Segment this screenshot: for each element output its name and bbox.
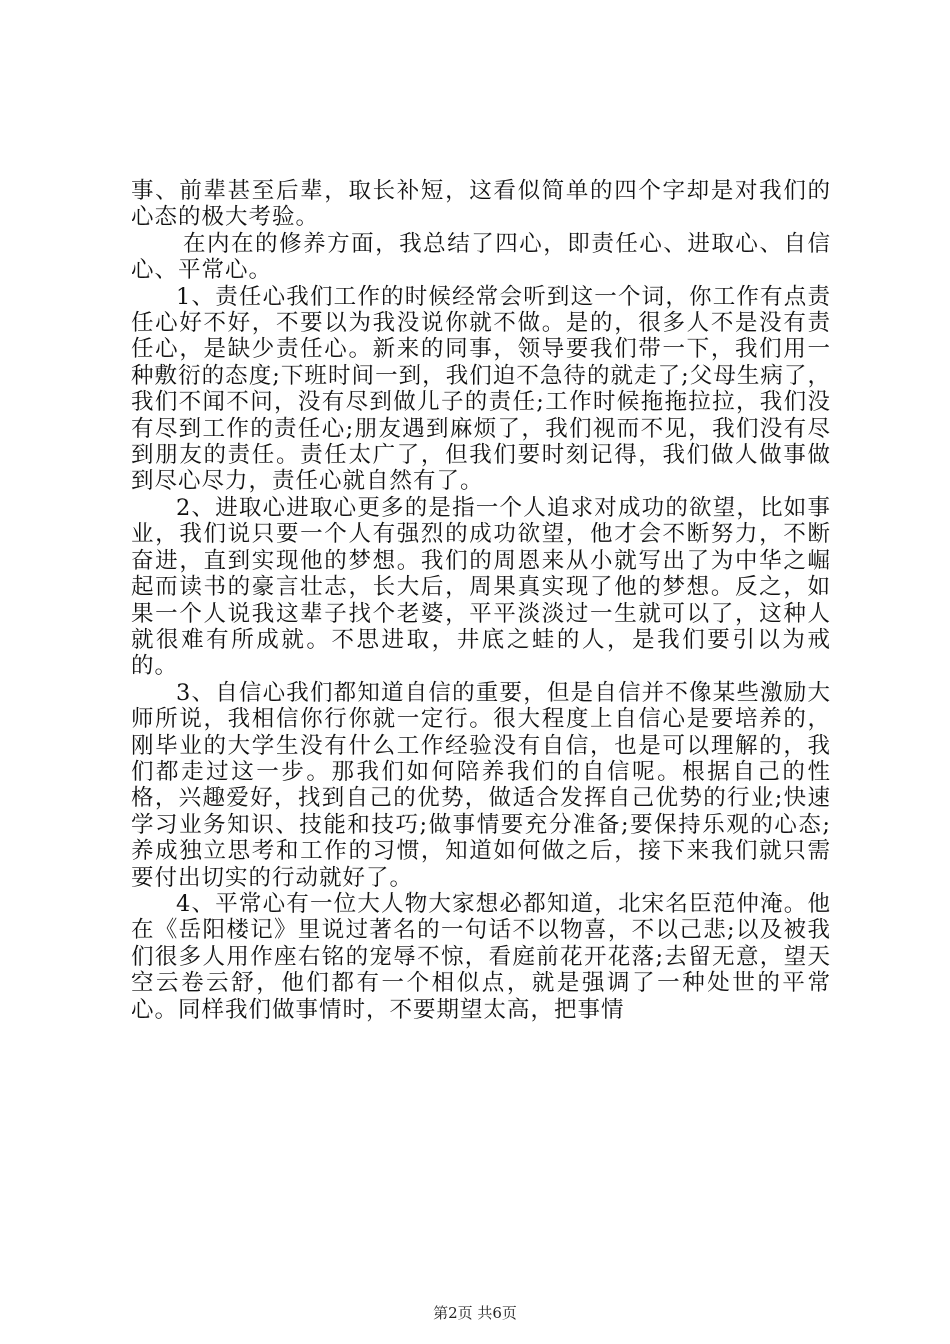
paragraph-equanimity: 4、平常心有一位大人物大家想必都知道，北宋名臣范仲淹。他在《岳阳楼记》里说过著名的一句话不以物喜，不以己悲;以及被我们很多人用作座右铭的宠辱不惊，看庭前花开花落;去留无意，望天空云卷云舒，他们都有一个相似点，就是强调了一种处世的平常心。同样我们做事情时，不要期望太高，把事情: [131, 890, 831, 1023]
paragraph-four-hearts-intro: 在内在的修养方面，我总结了四心，即责任心、进取心、自信心、平常心。: [131, 230, 831, 284]
paragraph-confidence: 3、自信心我们都知道自信的重要，但是自信并不像某些激励大师所说，我相信你行你就一定行。很大程度上自信心是要培养的，刚毕业的大学生没有什么工作经验没有自信，也是可以理解的，我们都走过这一步。那我们如何陪养我们的自信呢。根据自己的性格，兴趣爱好，找到自己的优势，做适合发挥自己优势的行业;快速学习业务知识、技能和技巧;做事情要充分准备;要保持乐观的心态;养成独立思考和工作的习惯，知道如何做之后，接下来我们就只需要付出切实的行动就好了。: [131, 679, 831, 891]
page-footer: 第2页 共6页: [433, 1304, 517, 1322]
paragraph-enterprise: 2、进取心进取心更多的是指一个人追求对成功的欲望，比如事业，我们说只要一个人有强烈的成功欲望，他才会不断努力，不断奋进，直到实现他的梦想。我们的周恩来从小就写出了为中华之崛起而读书的豪言壮志，长大后，周果真实现了他的梦想。反之，如果一个人说我这辈子找个老婆，平平淡淡过一生就可以了，这种人就很难有所成就。不思进取，井底之蛙的人，是我们要引以为戒的。: [131, 494, 831, 680]
paragraph-continuation: 事、前辈甚至后辈，取长补短，这看似简单的四个字却是对我们的心态的极大考验。: [131, 178, 831, 231]
paragraph-responsibility: 1、责任心我们工作的时候经常会听到这一个词，你工作有点责任心好不好，不要以为我没说你就不做。是的，很多人不是没有责任心，是缺少责任心。新来的同事，领导要我们带一下，我们用一种敷衍的态度;下班时间一到，我们迫不急待的就走了;父母生病了，我们不闻不问，没有尽到做儿子的责任;工作时候拖拖拉拉，我们没有尽到工作的责任心;朋友遇到麻烦了，我们视而不见，我们没有尽到朋友的责任。责任太广了，但我们要时刻记得，我们做人做事做到尽心尽力，责任心就自然有了。: [131, 283, 831, 495]
document-body: [131, 178, 831, 1023]
